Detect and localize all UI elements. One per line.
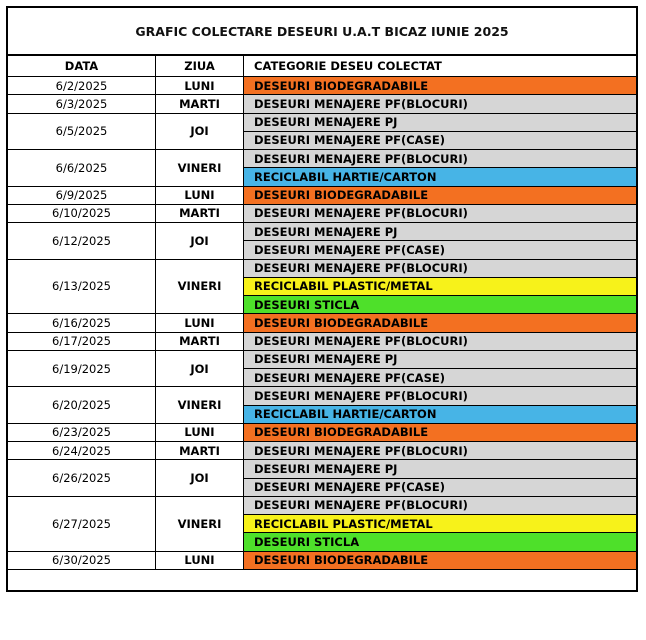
category-cell-household: DESEURI MENAJERE PF(BLOCURI) <box>244 260 636 278</box>
date-cell: 6/9/2025 <box>8 187 156 205</box>
header-day: ZIUA <box>156 56 244 77</box>
date-cell: 6/30/2025 <box>8 552 156 570</box>
schedule-table <box>8 56 636 640</box>
category-cell-household: DESEURI MENAJERE PF(BLOCURI) <box>244 387 636 405</box>
day-cell: LUNI <box>156 552 244 570</box>
day-cell: JOI <box>156 114 244 151</box>
category-cell-household: DESEURI MENAJERE PF(BLOCURI) <box>244 442 636 460</box>
day-cell: MARTI <box>156 205 244 223</box>
category-cell-biodegradable: DESEURI BIODEGRADABILE <box>244 77 636 95</box>
category-cell-biodegradable: DESEURI BIODEGRADABILE <box>244 314 636 332</box>
day-cell: MARTI <box>156 442 244 460</box>
category-cell-household: DESEURI MENAJERE PF(CASE) <box>244 132 636 150</box>
date-cell: 6/19/2025 <box>8 351 156 388</box>
header-category: CATEGORIE DESEU COLECTAT <box>244 56 636 77</box>
day-cell: LUNI <box>156 187 244 205</box>
category-cell-biodegradable: DESEURI BIODEGRADABILE <box>244 552 636 570</box>
day-cell: JOI <box>156 351 244 388</box>
category-cell-household: DESEURI MENAJERE PJ <box>244 223 636 241</box>
category-cell-plastic: RECICLABIL PLASTIC/METAL <box>244 515 636 533</box>
day-cell: VINERI <box>156 150 244 187</box>
day-cell: LUNI <box>156 314 244 332</box>
category-cell-household: DESEURI MENAJERE PF(CASE) <box>244 479 636 497</box>
schedule-sheet <box>6 6 638 592</box>
day-cell: LUNI <box>156 424 244 442</box>
day-cell: JOI <box>156 223 244 260</box>
category-cell-household: DESEURI MENAJERE PJ <box>244 114 636 132</box>
category-cell-plastic: RECICLABIL PLASTIC/METAL <box>244 278 636 296</box>
date-cell: 6/6/2025 <box>8 150 156 187</box>
day-cell: VINERI <box>156 260 244 315</box>
day-cell: MARTI <box>156 95 244 113</box>
day-cell: VINERI <box>156 387 244 424</box>
category-cell-biodegradable: DESEURI BIODEGRADABILE <box>244 187 636 205</box>
date-cell: 6/24/2025 <box>8 442 156 460</box>
day-cell: VINERI <box>156 497 244 552</box>
category-cell-household: DESEURI MENAJERE PF(CASE) <box>244 369 636 387</box>
header-date: DATA <box>8 56 156 77</box>
category-cell-household: DESEURI MENAJERE PF(BLOCURI) <box>244 95 636 113</box>
day-cell: MARTI <box>156 333 244 351</box>
category-cell-biodegradable: DESEURI BIODEGRADABILE <box>244 424 636 442</box>
date-cell: 6/26/2025 <box>8 460 156 497</box>
date-cell: 6/23/2025 <box>8 424 156 442</box>
schedule-title: GRAFIC COLECTARE DESEURI U.A.T BICAZ IUNIE 2025 <box>8 8 636 56</box>
date-cell: 6/13/2025 <box>8 260 156 315</box>
category-cell-glass: DESEURI STICLA <box>244 533 636 551</box>
date-cell: 6/3/2025 <box>8 95 156 113</box>
category-cell-household: DESEURI MENAJERE PF(BLOCURI) <box>244 497 636 515</box>
date-cell: 6/17/2025 <box>8 333 156 351</box>
date-cell: 6/20/2025 <box>8 387 156 424</box>
date-cell: 6/10/2025 <box>8 205 156 223</box>
date-cell: 6/27/2025 <box>8 497 156 552</box>
day-cell: LUNI <box>156 77 244 95</box>
date-cell: 6/12/2025 <box>8 223 156 260</box>
category-cell-paper: RECICLABIL HARTIE/CARTON <box>244 406 636 424</box>
category-cell-household: DESEURI MENAJERE PF(BLOCURI) <box>244 205 636 223</box>
category-cell-glass: DESEURI STICLA <box>244 296 636 314</box>
category-cell-household: DESEURI MENAJERE PF(CASE) <box>244 241 636 259</box>
date-cell: 6/2/2025 <box>8 77 156 95</box>
category-cell-household: DESEURI MENAJERE PF(BLOCURI) <box>244 333 636 351</box>
category-cell-household: DESEURI MENAJERE PJ <box>244 460 636 478</box>
day-cell: JOI <box>156 460 244 497</box>
date-cell: 6/16/2025 <box>8 314 156 332</box>
category-cell-household: DESEURI MENAJERE PF(BLOCURI) <box>244 150 636 168</box>
category-cell-household: DESEURI MENAJERE PJ <box>244 351 636 369</box>
category-cell-paper: RECICLABIL HARTIE/CARTON <box>244 168 636 186</box>
date-cell: 6/5/2025 <box>8 114 156 151</box>
